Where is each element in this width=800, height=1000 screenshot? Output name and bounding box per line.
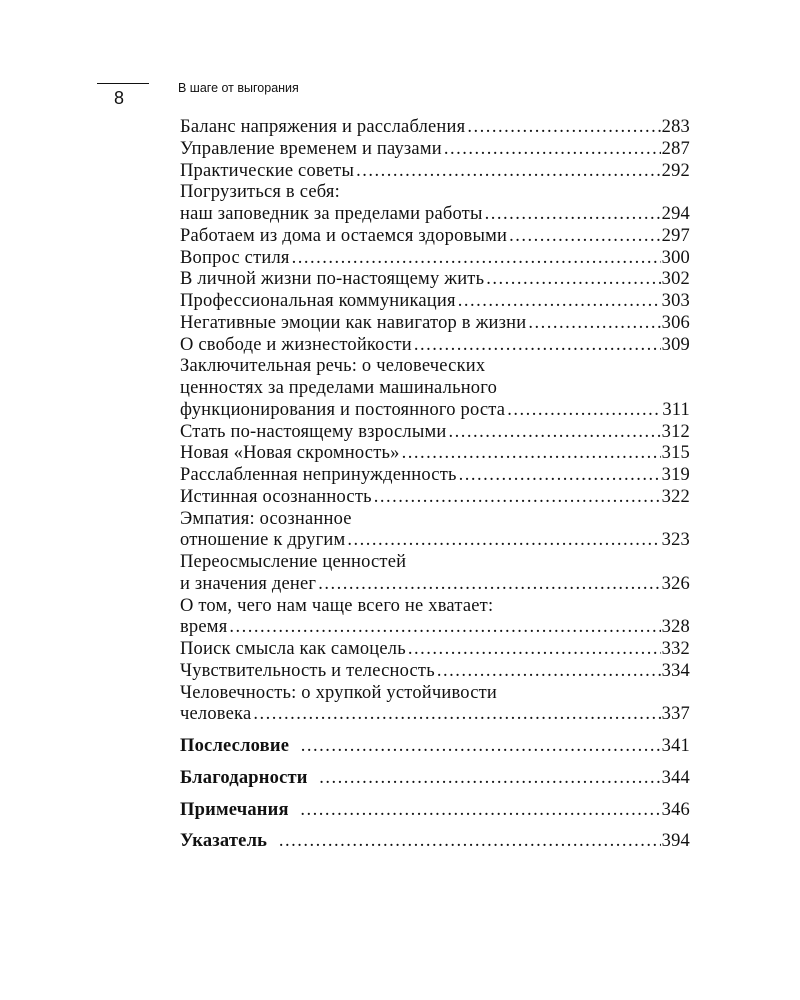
toc-page-number: 322: [661, 486, 690, 507]
dot-leader: [414, 335, 661, 357]
dot-leader: [356, 161, 661, 183]
toc-entry-line: [180, 248, 690, 270]
toc-entry: [180, 117, 690, 139]
dot-leader: [408, 639, 661, 661]
toc-entry-title: Баланс напряжения и расслабления: [180, 117, 466, 137]
toc-entry-title: О свободе и жизнестойкости: [180, 334, 412, 355]
toc-page-number: 300: [661, 247, 690, 268]
dot-leader: [253, 704, 660, 726]
toc-page-number: 394: [661, 831, 690, 852]
toc-entry-line: [180, 617, 690, 639]
toc-entry-line: [180, 226, 690, 248]
toc-entry: [180, 182, 690, 226]
toc-entry-line: [180, 422, 690, 444]
dot-leader: [486, 269, 660, 291]
toc-page-number: 294: [661, 204, 690, 224]
toc-entry: [180, 465, 690, 487]
toc-entry-title: В личной жизни по-настоящему жить: [180, 269, 485, 290]
dot-leader: [292, 248, 661, 270]
toc-page-number: 302: [661, 269, 690, 290]
toc-page-number: 326: [661, 573, 690, 594]
toc-entry-title: Стать по-настоящему взрослыми: [180, 421, 447, 442]
toc-entry-line: [180, 639, 690, 661]
toc-main-entry-title: Благодарности: [180, 767, 308, 788]
toc-main-entry: [180, 736, 690, 758]
toc-entry-line: [180, 161, 690, 183]
dot-leader: [507, 400, 661, 422]
dot-leader: [459, 465, 661, 487]
toc-entry-line: [180, 356, 690, 378]
toc-main-entry: [180, 768, 690, 790]
toc-entry-line: [180, 661, 690, 683]
toc-page-number: 287: [661, 138, 690, 159]
toc-entry-title: Расслабленная непринужденность: [180, 465, 457, 485]
toc-entry-title: Заключительная речь: о человеческих: [180, 356, 486, 377]
dot-leader: [485, 204, 661, 226]
toc-entry-line: [180, 509, 690, 531]
dot-leader: [458, 291, 661, 313]
toc-page-number: 283: [661, 117, 690, 137]
toc-entry-title: ценностях за пределами машинального: [180, 378, 498, 398]
toc-page-number: 309: [661, 334, 690, 355]
toc-page-number: 292: [661, 160, 690, 181]
toc-entry-line: [180, 800, 690, 822]
toc-entry-line: [180, 313, 690, 335]
toc-page-number: 346: [661, 799, 690, 820]
toc-entry-title: Управление временем и паузами: [180, 138, 442, 159]
toc-entry-line: [180, 400, 690, 422]
toc-page-number: 328: [661, 617, 690, 638]
toc-entry: [180, 313, 690, 335]
toc-entry-line: [180, 704, 690, 726]
toc-entry-title: Истинная осознанность: [180, 486, 372, 507]
toc-main-entry: [180, 831, 690, 853]
toc-main-entry: [180, 800, 690, 822]
toc-page-number: 315: [661, 443, 690, 464]
toc-entry-title: Негативные эмоции как навигатор в жизни: [180, 312, 527, 333]
dot-leader: [279, 831, 661, 853]
toc-entry: [180, 139, 690, 161]
toc-entry-title: Работаем из дома и остаемся здоровыми: [180, 225, 508, 246]
toc-entry-line: [180, 443, 690, 465]
toc-entry: [180, 226, 690, 248]
toc-entry: [180, 639, 690, 661]
toc-page-number: 319: [661, 465, 690, 485]
toc-entry-title: О том, чего нам чаще всего не хватает:: [180, 595, 494, 616]
toc-entry-line: [180, 596, 690, 618]
dot-leader: [300, 800, 660, 822]
table-of-contents: [180, 117, 690, 858]
dot-leader: [437, 661, 661, 683]
toc-page-number: 334: [661, 660, 690, 681]
toc-entry-title: Человечность: о хрупкой устойчивости: [180, 682, 497, 703]
running-title: В шаге от выгорания: [178, 81, 299, 95]
toc-entry-title: Новая «Новая скромность»: [180, 443, 400, 464]
toc-entry-line: [180, 768, 690, 790]
toc-entry: [180, 356, 690, 421]
toc-entry-line: [180, 117, 690, 139]
toc-entry: [180, 443, 690, 465]
toc-entry-title: Переосмысление ценностей: [180, 552, 407, 572]
toc-page-number: 332: [661, 639, 690, 659]
toc-entry-line: [180, 269, 690, 291]
toc-entry: [180, 661, 690, 683]
toc-page-number: 306: [661, 312, 690, 333]
toc-entry-line: [180, 335, 690, 357]
toc-main-entry-title: Послесловие: [180, 736, 290, 756]
toc-entry-line: [180, 487, 690, 509]
toc-page-number: 344: [661, 767, 690, 788]
toc-entry: [180, 161, 690, 183]
toc-entry-title: наш заповедник за пределами работы: [180, 204, 483, 224]
page-number: 8: [114, 88, 125, 108]
toc-entry-line: [180, 574, 690, 596]
toc-entry-line: [180, 831, 690, 853]
toc-entry-title: Профессиональная коммуникация: [180, 291, 456, 311]
toc-entry: [180, 422, 690, 444]
toc-entry: [180, 248, 690, 270]
toc-entry-line: [180, 204, 690, 226]
dot-leader: [318, 574, 660, 596]
toc-page-number: 323: [661, 530, 690, 551]
dot-leader: [444, 139, 661, 161]
dot-leader: [449, 422, 661, 444]
toc-page-number: 303: [661, 291, 690, 311]
toc-entry: [180, 596, 690, 640]
toc-page-number: 312: [661, 421, 690, 442]
dot-leader: [528, 313, 660, 335]
toc-entry: [180, 509, 690, 553]
toc-entry: [180, 269, 690, 291]
toc-entry-title: Вопрос стиля: [180, 247, 290, 268]
toc-page-number: 341: [661, 736, 690, 756]
toc-entry-title: Погрузиться в себя:: [180, 182, 340, 203]
toc-entry-line: [180, 465, 690, 487]
dot-leader: [319, 768, 660, 790]
toc-entry: [180, 487, 690, 509]
toc-entry-line: [180, 139, 690, 161]
toc-entry: [180, 683, 690, 727]
dot-leader: [509, 226, 661, 248]
toc-page-number: 297: [661, 225, 690, 246]
toc-entry: [180, 335, 690, 357]
toc-entry-line: [180, 736, 690, 758]
toc-entry-title: Эмпатия: осознанное: [180, 508, 352, 529]
toc-entry-line: [180, 683, 690, 705]
toc-main-entry-title: Примечания: [180, 799, 289, 820]
toc-entry-line: [180, 552, 690, 574]
toc-entry-title: и значения денег: [180, 573, 317, 594]
toc-entry-line: [180, 378, 690, 400]
toc-entry-title: Практические советы: [180, 160, 355, 181]
toc-main-entry-title: Указатель: [180, 831, 268, 852]
toc-entry-title: отношение к другим: [180, 530, 346, 551]
toc-page-number: 337: [661, 704, 690, 725]
toc-entry: [180, 552, 690, 596]
toc-entry-title: Поиск смысла как самоцель: [180, 639, 406, 659]
toc-entry-line: [180, 291, 690, 313]
dot-leader: [374, 487, 661, 509]
dot-leader: [347, 530, 660, 552]
toc-entry-line: [180, 182, 690, 204]
header-rule: [97, 83, 149, 84]
toc-entry-title: человека: [180, 704, 252, 725]
toc-entry-title: функционирования и постоянного роста: [180, 399, 506, 420]
toc-entry-title: время: [180, 617, 228, 638]
toc-entry-title: Чувствительность и телесность: [180, 660, 435, 681]
dot-leader: [229, 617, 660, 639]
toc-entry-line: [180, 530, 690, 552]
dot-leader: [467, 117, 660, 139]
dot-leader: [301, 736, 661, 758]
toc-entry: [180, 291, 690, 313]
toc-page-number: 311: [662, 399, 690, 420]
dot-leader: [402, 443, 661, 465]
